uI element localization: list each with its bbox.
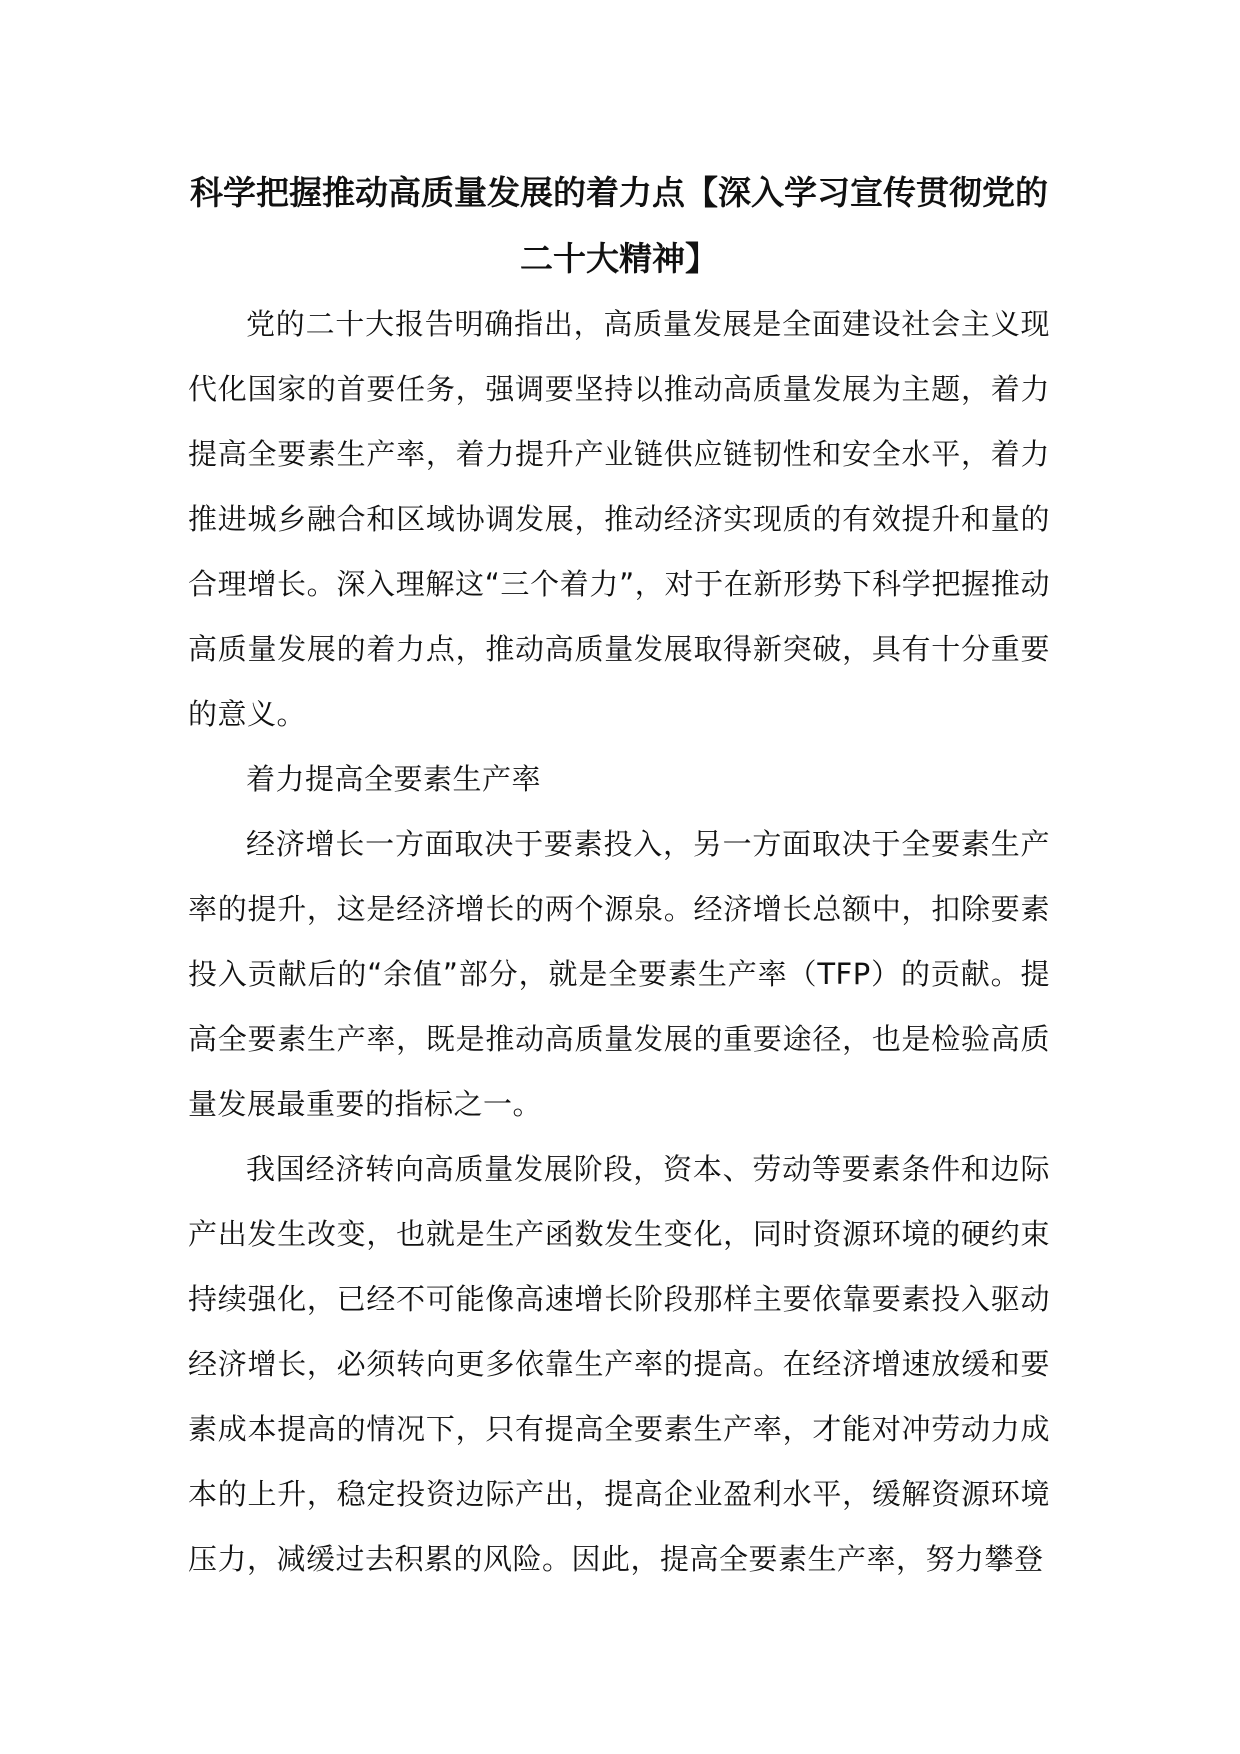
document-title: 科学把握推动高质量发展的着力点【深入学习宣传贯彻党的二十大精神】 bbox=[190, 173, 1048, 278]
section-heading: 着力提高全要素生产率 bbox=[246, 762, 542, 796]
paragraph-intro: 党的二十大报告明确指出，高质量发展是全面建设社会主义现代化国家的首要任务，强调要坚持以推动高质量发展为主题，着力提高全要素生产率，着力提升产业链供应链韧性和安全水平，着力推进城乡融合和区域协调发展，推动经济实现质的有效提升和量的合理增长。深入理解这“三个着力”，对于在新形势下科学把握推动高质量发展的着力点，推动高质量发展取得新突破，具有十分重要的意义。 bbox=[188, 307, 1050, 731]
paragraph-tfp-definition: 经济增长一方面取决于要素投入，另一方面取决于全要素生产率的提升，这是经济增长的两个源泉。经济增长总额中，扣除要素投入贡献后的“余值”部分，就是全要素生产率（TFP）的贡献。提高全要素生产率，既是推动高质量发展的重要途径，也是检验高质量发展最重要的指标之一。 bbox=[188, 827, 1050, 1121]
document-page bbox=[188, 160, 1050, 1592]
paragraph-tfp-importance: 我国经济转向高质量发展阶段，资本、劳动等要素条件和边际产出发生改变，也就是生产函数发生变化，同时资源环境的硬约束持续强化，已经不可能像高速增长阶段那样主要依靠要素投入驱动经济增长，必须转向更多依靠生产率的提高。在经济增速放缓和要素成本提高的情况下，只有提高全要素生产率，才能对冲劳动力成本的上升，稳定投资边际产出，提高企业盈利水平，缓解资源环境压力，减缓过去积累的风险。因此，提高全要素生产率，努力攀登 bbox=[188, 1152, 1050, 1576]
